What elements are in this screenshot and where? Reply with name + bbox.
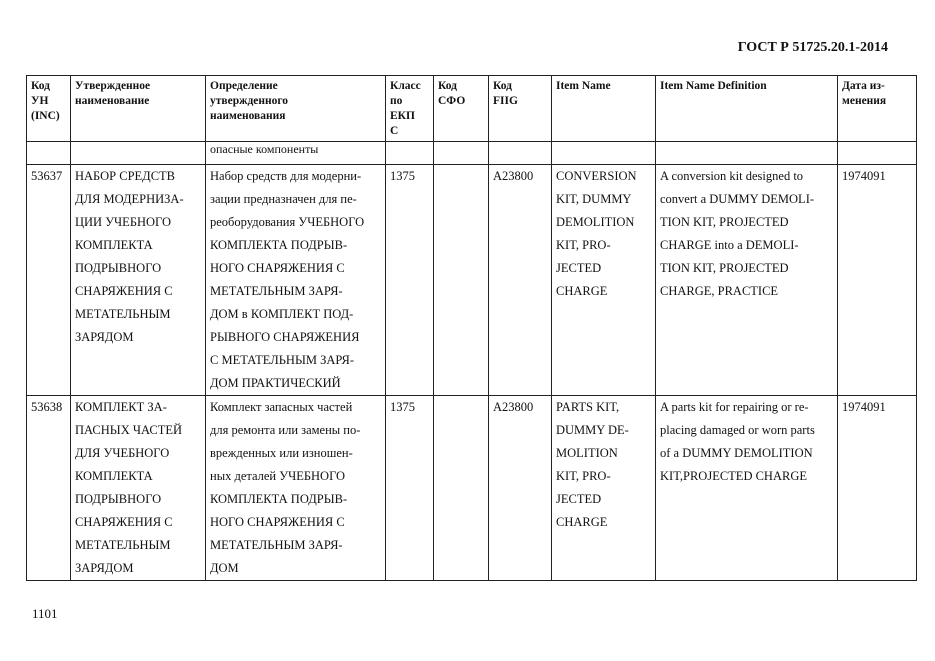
column-header-fiig <box>489 76 552 142</box>
column-header-definition <box>206 76 386 142</box>
definition-line: МЕТАТЕЛЬНЫМ ЗАРЯ- <box>210 284 343 298</box>
column-header-class <box>386 76 434 142</box>
continuation-cell <box>434 142 489 165</box>
column-header-item-def <box>656 76 838 142</box>
column-header-line: утвержденного <box>210 95 289 107</box>
definition-line: зации предназначен для пе- <box>210 192 357 206</box>
definition-line: ДОМ <box>210 561 239 575</box>
sfo-cell <box>434 396 489 581</box>
continuation-cell <box>206 142 386 165</box>
continuation-cell <box>656 142 838 165</box>
class-value: 1375 <box>390 400 415 414</box>
column-header-name <box>71 76 206 142</box>
column-header-line: Item Name Definition <box>660 80 767 92</box>
item-def-line: KIT,PROJECTED CHARGE <box>660 469 807 483</box>
definition-line: КОМПЛЕКТА ПОДРЫВ- <box>210 492 348 506</box>
date-cell <box>838 396 917 581</box>
page-number: 1101 <box>32 606 58 621</box>
continuation-text: опасные компоненты <box>210 142 319 156</box>
continuation-cell <box>552 142 656 165</box>
item-name-line: CONVERSION <box>556 169 637 183</box>
item-def-line: A parts kit for repairing or re- <box>660 400 809 414</box>
item-name-line: CHARGE <box>556 515 608 529</box>
item-def-line: of a DUMMY DEMOLITION <box>660 446 813 460</box>
column-header-line: наименования <box>210 110 286 122</box>
definition-line: врежденных или изношен- <box>210 446 353 460</box>
name-line: МЕТАТЕЛЬНЫМ <box>75 307 171 321</box>
item-name-line: PARTS KIT, <box>556 400 620 414</box>
column-header-line: Утвержденное <box>75 80 151 92</box>
name-cell <box>71 396 206 581</box>
definition-line: НОГО СНАРЯЖЕНИЯ С <box>210 515 345 529</box>
definition-line: МЕТАТЕЛЬНЫМ ЗАРЯ- <box>210 538 343 552</box>
name-line: КОМПЛЕКТА <box>75 469 153 483</box>
column-header-line: менения <box>842 95 887 107</box>
table-row <box>27 396 917 581</box>
name-line: СНАРЯЖЕНИЯ С <box>75 284 173 298</box>
sfo-cell <box>434 165 489 396</box>
class-cell <box>386 165 434 396</box>
item-def-line: TION KIT, PROJECTED <box>660 261 789 275</box>
definition-line: Набор средств для модерни- <box>210 169 362 183</box>
column-header-line: по <box>390 95 403 107</box>
inc-cell <box>27 396 71 581</box>
column-header-inc <box>27 76 71 142</box>
continuation-cell <box>838 142 917 165</box>
date-value: 1974091 <box>842 169 886 183</box>
column-header-line: СФО <box>438 95 466 107</box>
definition-cell <box>206 396 386 581</box>
column-header-line: С <box>390 125 399 137</box>
date-value: 1974091 <box>842 400 886 414</box>
definition-line: реоборудования УЧЕБНОГО <box>210 215 365 229</box>
inc-value: 53638 <box>31 400 63 414</box>
fiig-cell <box>489 165 552 396</box>
continuation-cell <box>386 142 434 165</box>
name-line: СНАРЯЖЕНИЯ С <box>75 515 173 529</box>
continuation-cell <box>71 142 206 165</box>
table-header-row <box>27 76 917 142</box>
column-header-line: наименование <box>75 95 150 107</box>
column-header-line: Код <box>493 80 513 92</box>
name-line: МЕТАТЕЛЬНЫМ <box>75 538 171 552</box>
standard-code: ГОСТ Р 51725.20.1-2014 <box>737 40 888 55</box>
name-line: КОМПЛЕКТ ЗА- <box>75 400 167 414</box>
column-header-line: Код <box>31 80 51 92</box>
continuation-cell <box>489 142 552 165</box>
item-def-line: TION KIT, PROJECTED <box>660 215 789 229</box>
definition-line: КОМПЛЕКТА ПОДРЫВ- <box>210 238 348 252</box>
item-name-line: DEMOLITION <box>556 215 635 229</box>
item-def-line: convert a DUMMY DEMOLI- <box>660 192 815 206</box>
item-def-line: A conversion kit designed to <box>660 169 804 183</box>
item-def-line: placing damaged or worn parts <box>660 423 815 437</box>
definition-cell <box>206 165 386 396</box>
definition-line: Комплект запасных частей <box>210 400 353 414</box>
definition-line: НОГО СНАРЯЖЕНИЯ С <box>210 261 345 275</box>
class-cell <box>386 396 434 581</box>
definition-line: ных деталей УЧЕБНОГО <box>210 469 346 483</box>
fiig-value: A23800 <box>493 400 534 414</box>
continuation-row <box>27 142 917 165</box>
definition-line: для ремонта или замены по- <box>210 423 361 437</box>
name-line: ЦИИ УЧЕБНОГО <box>75 215 171 229</box>
definition-line: С МЕТАТЕЛЬНЫМ ЗАРЯ- <box>210 353 355 367</box>
item-name-line: CHARGE <box>556 284 608 298</box>
item-name-line: JECTED <box>556 492 602 506</box>
name-cell <box>71 165 206 396</box>
name-line: ДЛЯ МОДЕРНИЗА- <box>75 192 184 206</box>
name-line: ДЛЯ УЧЕБНОГО <box>75 446 170 460</box>
item-name-line: DUMMY DE- <box>556 423 629 437</box>
name-line: КОМПЛЕКТА <box>75 238 153 252</box>
class-value: 1375 <box>390 169 415 183</box>
column-header-line: FIIG <box>493 95 518 107</box>
item-name-line: MOLITION <box>556 446 618 460</box>
table-row <box>27 165 917 396</box>
inc-value: 53637 <box>31 169 63 183</box>
item-name-cell <box>552 165 656 396</box>
column-header-line: УН <box>31 95 49 107</box>
definition-line: РЫВНОГО СНАРЯЖЕНИЯ <box>210 330 360 344</box>
definition-line: ДОМ в КОМПЛЕКТ ПОД- <box>210 307 354 321</box>
name-line: ЗАРЯДОМ <box>75 561 134 575</box>
column-header-date <box>838 76 917 142</box>
item-def-line: CHARGE into a DEMOLI- <box>660 238 799 252</box>
name-line: ЗАРЯДОМ <box>75 330 134 344</box>
item-def-cell <box>656 396 838 581</box>
item-name-line: KIT, PRO- <box>556 238 611 252</box>
name-line: ПАСНЫХ ЧАСТЕЙ <box>75 423 183 437</box>
fiig-value: A23800 <box>493 169 534 183</box>
column-header-line: ЕКП <box>390 110 415 122</box>
name-line: ПОДРЫВНОГО <box>75 492 162 506</box>
name-line: НАБОР СРЕДСТВ <box>75 169 176 183</box>
column-header-line: Код <box>438 80 458 92</box>
column-header-item-name <box>552 76 656 142</box>
column-header-line: Класс <box>390 80 421 92</box>
fiig-cell <box>489 396 552 581</box>
definition-line: ДОМ ПРАКТИЧЕСКИЙ <box>210 376 341 390</box>
column-header-line: Дата из- <box>842 80 885 92</box>
catalog-table <box>26 75 917 581</box>
item-def-line: CHARGE, PRACTICE <box>660 284 779 298</box>
date-cell <box>838 165 917 396</box>
column-header-line: Определение <box>210 80 278 92</box>
column-header-line: (INC) <box>31 110 60 122</box>
item-name-line: JECTED <box>556 261 602 275</box>
item-name-cell <box>552 396 656 581</box>
item-name-line: KIT, PRO- <box>556 469 611 483</box>
column-header-sfo <box>434 76 489 142</box>
column-header-line: Item Name <box>556 80 611 92</box>
item-name-line: KIT, DUMMY <box>556 192 632 206</box>
item-def-cell <box>656 165 838 396</box>
inc-cell <box>27 165 71 396</box>
name-line: ПОДРЫВНОГО <box>75 261 162 275</box>
continuation-cell <box>27 142 71 165</box>
